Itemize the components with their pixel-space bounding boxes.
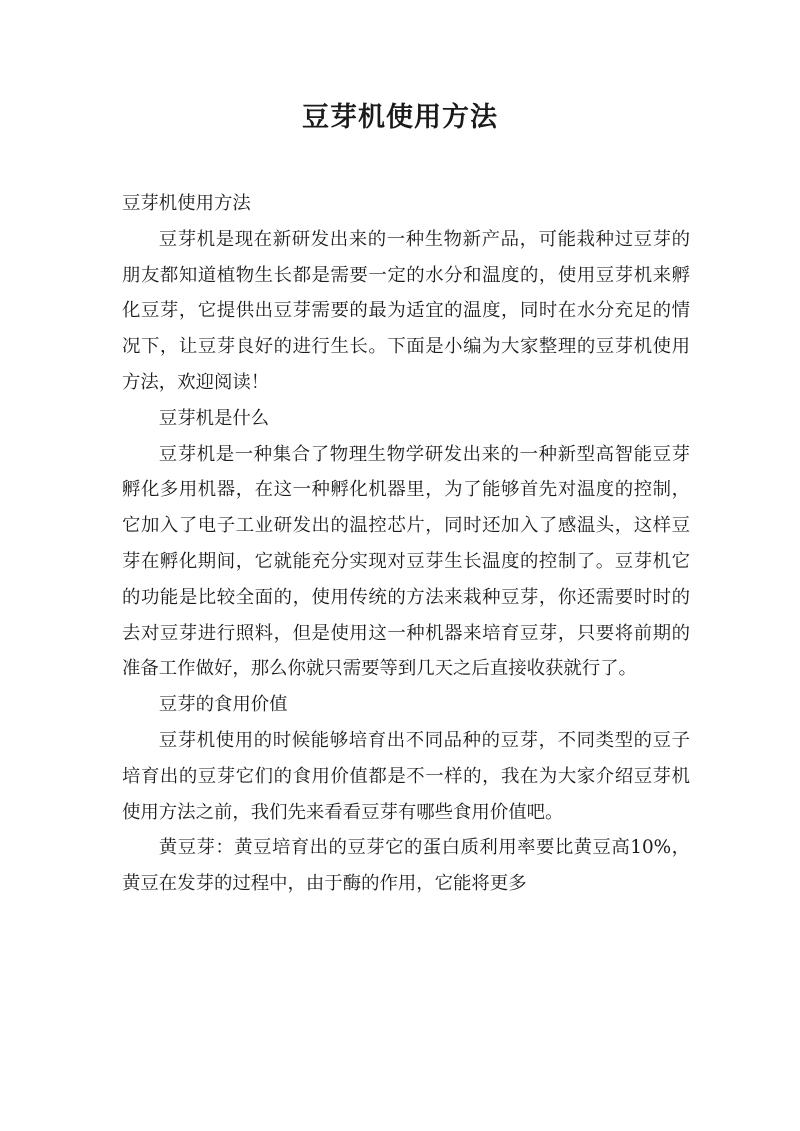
section-heading-what-is: 豆芽机是什么 bbox=[158, 407, 270, 429]
soybean-sprout-paragraph: 黄豆芽：黄豆培育出的豆芽它的蛋白质利用率要比黄豆高10%，黄豆在发芽的过程中，由于酶的作用，它能将更多 bbox=[122, 837, 690, 895]
what-is-paragraph: 豆芽机是一种集合了物理生物学研发出来的一种新型高智能豆芽孵化多用机器，在这一种孵化机器里，为了能够首先对温度的控制，它加入了电子工业研发出的温控芯片，同时还加入了感温头，这样豆芽在孵化期间，它就能充分实现对豆芽生长温度的控制了。豆芽机它的功能是比较全面的，使用传统的方法来栽种豆芽，你还需要时时的去对豆芽进行照料，但是使用这一种机器来培育豆芽，只要将前期的准备工作做好，那么你就只需要等到几天之后直接收获就行了。 bbox=[122, 443, 690, 680]
nutrition-paragraph: 豆芽机使用的时候能够培育出不同品种的豆芽，不同类型的豆子培育出的豆芽它们的食用价值都是不一样的，我在为大家介绍豆芽机使用方法之前，我们先来看看豆芽有哪些食用价值吧。 bbox=[122, 729, 690, 823]
document-body bbox=[122, 186, 690, 902]
section-heading-nutrition: 豆芽的食用价值 bbox=[158, 694, 288, 716]
document-subtitle: 豆芽机使用方法 bbox=[122, 193, 251, 214]
document-title: 豆芽机使用方法 bbox=[302, 102, 498, 133]
intro-paragraph: 豆芽机是现在新研发出来的一种生物新产品，可能栽种过豆芽的朋友都知道植物生长都是需要一定的水分和温度的，使用豆芽机来孵化豆芽，它提供出豆芽需要的最为适宜的温度，同时在水分充足的情况下，让豆芽良好的进行生长。下面是小编为大家整理的豆芽机使用方法，欢迎阅读！ bbox=[122, 228, 690, 393]
